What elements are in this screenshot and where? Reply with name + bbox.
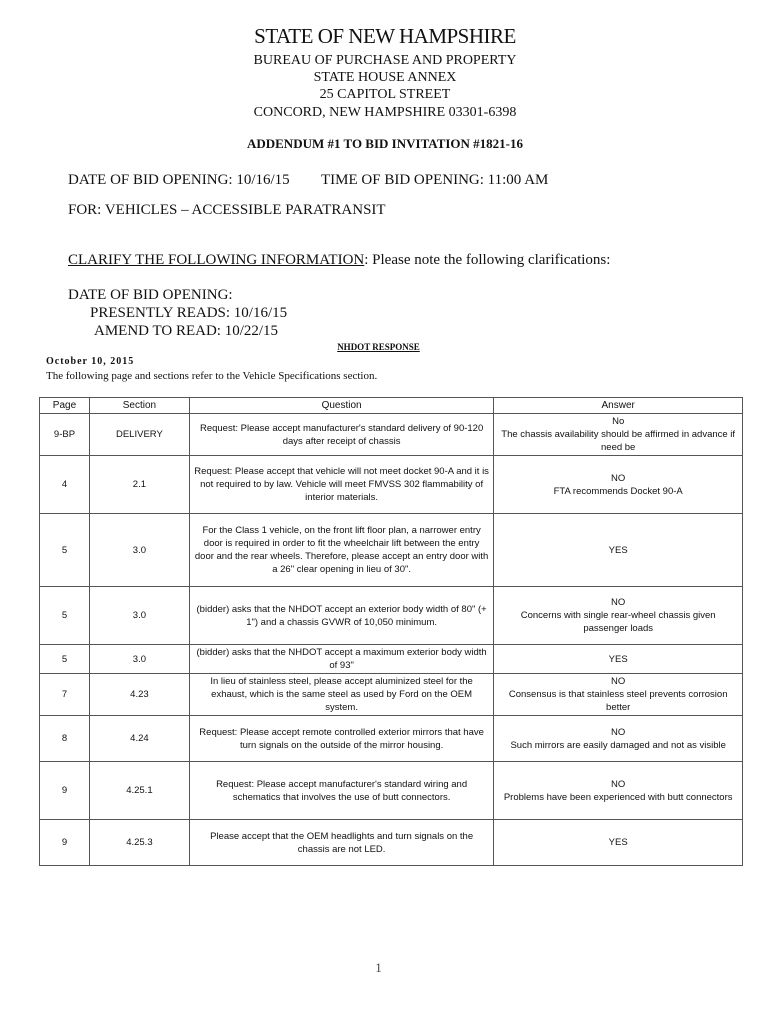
table-header-row xyxy=(40,398,743,414)
cell-question: Request: Please accept that vehicle will not meet docket 90-A and it is not required to by law. Vehicle will meet FMVSS 302 flammability of interior materials. xyxy=(189,456,494,514)
header-answer: Answer xyxy=(494,398,743,414)
cell-page: 9-BP xyxy=(40,414,90,456)
cell-question: (bidder) asks that the NHDOT accept an exterior body width of 80" (+ 1") and a chassis GVWR of 10,050 minimum. xyxy=(189,587,494,645)
cell-page: 7 xyxy=(40,674,90,716)
document-title: STATE OF NEW HAMPSHIRE xyxy=(254,24,516,48)
table-row xyxy=(40,762,743,820)
cell-answer: YES xyxy=(494,645,743,674)
cell-question: In lieu of stainless steel, please accept aluminized steel for the exhaust, which is the same steel as used by Ford on the OEM system. xyxy=(189,674,494,716)
cell-answer: NO Problems have been experienced with butt connectors xyxy=(494,762,743,820)
annex-line: STATE HOUSE ANNEX xyxy=(313,70,457,85)
table-row xyxy=(40,716,743,762)
table-row xyxy=(40,587,743,645)
cell-section: 4.23 xyxy=(89,674,189,716)
amend-to-read: AMEND TO READ: 10/22/15 xyxy=(94,323,279,339)
cell-section: 2.1 xyxy=(89,456,189,514)
cell-page: 9 xyxy=(40,762,90,820)
cell-answer: YES xyxy=(494,514,743,587)
table-row xyxy=(40,820,743,866)
bid-subject: FOR: VEHICLES – ACCESSIBLE PARATRANSIT xyxy=(68,202,386,218)
bid-opening-time: TIME OF BID OPENING: 11:00 AM xyxy=(321,172,549,188)
response-title: NHDOT RESPONSE xyxy=(337,342,420,352)
cell-question: (bidder) asks that the NHDOT accept a maximum exterior body width of 93" xyxy=(189,645,494,674)
cell-section: 4.25.1 xyxy=(89,762,189,820)
cell-question: Please accept that the OEM headlights and turn signals on the chassis are not LED. xyxy=(189,820,494,866)
presently-reads: PRESENTLY READS: 10/16/15 xyxy=(90,305,288,321)
table-row xyxy=(40,456,743,514)
cell-page: 9 xyxy=(40,820,90,866)
cell-question: Request: Please accept remote controlled exterior mirrors that have turn signals on the outside of the mirror housing. xyxy=(189,716,494,762)
street-line: 25 CAPITOL STREET xyxy=(319,87,451,102)
date-label: DATE OF BID OPENING: xyxy=(68,287,233,303)
page-number: 1 xyxy=(375,960,382,975)
cell-answer: YES xyxy=(494,820,743,866)
clarify-line xyxy=(68,252,610,269)
table-row xyxy=(40,514,743,587)
bureau-line: BUREAU OF PURCHASE AND PROPERTY xyxy=(253,53,517,68)
header-page: Page xyxy=(40,398,90,414)
cell-section: 3.0 xyxy=(89,645,189,674)
cell-answer: NO Consensus is that stainless steel prevents corrosion better xyxy=(494,674,743,716)
bid-opening-date: DATE OF BID OPENING: 10/16/15 xyxy=(68,172,290,188)
cell-question: For the Class 1 vehicle, on the front lift floor plan, a narrower entry door is required in order to fit the wheelchair lift between the entry door and the rear wheels. Therefore, please accept an entry door with a 26" clear opening in lieu of 30". xyxy=(189,514,494,587)
cell-section: 4.24 xyxy=(89,716,189,762)
table-row xyxy=(40,414,743,456)
table-row xyxy=(40,674,743,716)
cell-page: 4 xyxy=(40,456,90,514)
cell-section: DELIVERY xyxy=(89,414,189,456)
cell-answer: No The chassis availability should be affirmed in advance if need be xyxy=(494,414,743,456)
table-row xyxy=(40,645,743,674)
cell-question: Request: Please accept manufacturer's standard delivery of 90-120 days after receipt of chassis xyxy=(189,414,494,456)
header-question: Question xyxy=(189,398,494,414)
intro-text: The following page and sections refer to the Vehicle Specifications section. xyxy=(46,370,378,382)
qa-table xyxy=(39,397,743,866)
cell-question: Request: Please accept manufacturer's standard wiring and schematics that involves the use of butt connectors. xyxy=(189,762,494,820)
clarify-text: : Please note the following clarifications: xyxy=(364,252,611,268)
cell-answer: NO Such mirrors are easily damaged and not as visible xyxy=(494,716,743,762)
city-line: CONCORD, NEW HAMPSHIRE 03301-6398 xyxy=(253,105,517,120)
cell-answer: NO Concerns with single rear-wheel chassis given passenger loads xyxy=(494,587,743,645)
cell-page: 5 xyxy=(40,645,90,674)
response-date: October 10, 2015 xyxy=(46,356,135,367)
cell-answer: NO FTA recommends Docket 90-A xyxy=(494,456,743,514)
header-section: Section xyxy=(89,398,189,414)
cell-section: 4.25.3 xyxy=(89,820,189,866)
cell-page: 5 xyxy=(40,587,90,645)
cell-page: 5 xyxy=(40,514,90,587)
addendum-title: ADDENDUM #1 TO BID INVITATION #1821-16 xyxy=(246,136,524,151)
clarify-label: CLARIFY THE FOLLOWING INFORMATION xyxy=(68,252,365,268)
cell-page: 8 xyxy=(40,716,90,762)
cell-section: 3.0 xyxy=(89,514,189,587)
cell-section: 3.0 xyxy=(89,587,189,645)
